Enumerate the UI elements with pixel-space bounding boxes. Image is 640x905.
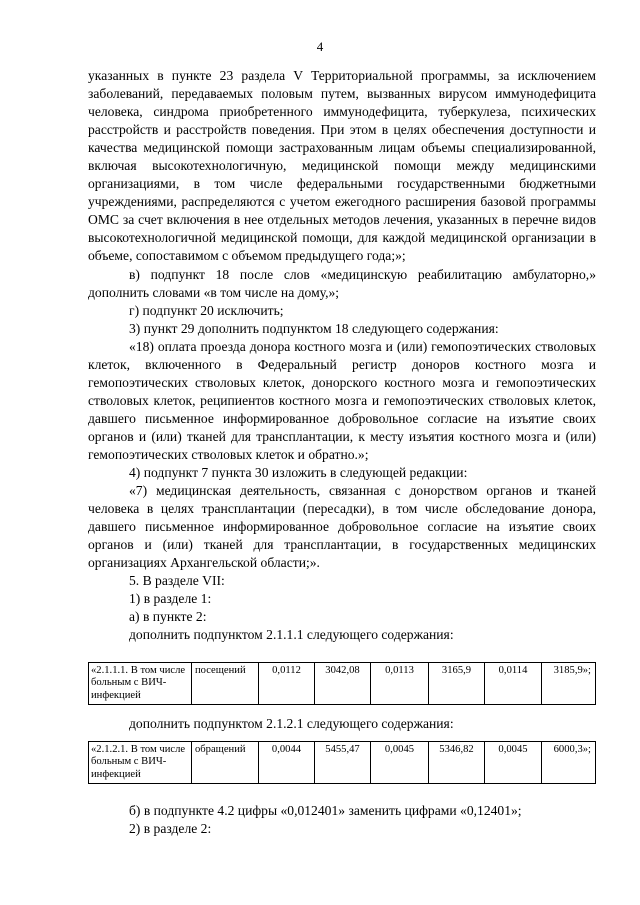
- paragraph: «18) оплата проезда донора костного мозга и (или) гемопоэтических стволовых клеток, включенного в Федеральный регистр доноров костного мозга и гемопоэтических стволовых клеток, донорского костного мозга и гемопоэтических стволовых клеток, реципиентов костного мозга и гемопоэтических стволовых клеток, давшего письменное информированное добровольное согласие на изъятие своих органов и (или) тканей для трансплантации, к месту изъятия костного мозга и (или) гемопоэтических стволовых клеток и обратно.»;: [88, 338, 596, 462]
- paragraph: а) в пункте 2:: [129, 609, 207, 625]
- unit-cell: обращений: [192, 742, 259, 784]
- paragraph: дополнить подпунктом 2.1.2.1 следующего содержания:: [129, 716, 454, 731]
- value-cell: 5455,47: [315, 742, 371, 784]
- paragraph: в) подпункт 18 после слов «медицинскую реабилитацию амбулаторно,» дополнить словами «в том числе на дому,»;: [88, 266, 596, 300]
- value-cell: 3165,9: [429, 663, 485, 705]
- value-cell: 0,0113: [371, 663, 429, 705]
- paragraph: 4) подпункт 7 пункта 30 изложить в следующей редакции:: [129, 465, 468, 481]
- paragraph: дополнить подпунктом 2.1.1.1 следующего содержания:: [129, 627, 454, 643]
- unit-cell: посещений: [192, 663, 259, 705]
- value-cell: 0,0045: [371, 742, 429, 784]
- page-number: 4: [316, 39, 324, 54]
- value-cell: 3042,08: [315, 663, 371, 705]
- value-cell: 0,0114: [485, 663, 542, 705]
- paragraph: б) в подпункте 4.2 цифры «0,012401» заменить цифрами «0,12401»;: [129, 803, 522, 818]
- document-body-continued: [88, 802, 596, 838]
- value-cell: 3185,9»;: [542, 663, 596, 705]
- value-cell: 0,0045: [485, 742, 542, 784]
- table-2-1-2-1: [88, 741, 596, 784]
- table-2-1-1-1: [88, 662, 596, 705]
- value-cell: 5346,82: [429, 742, 485, 784]
- document-body: [88, 67, 596, 645]
- paragraph: 3) пункт 29 дополнить подпунктом 18 следующего содержания:: [129, 320, 499, 336]
- value-cell: 0,0112: [259, 663, 315, 705]
- paragraph: 1) в разделе 1:: [129, 591, 212, 607]
- paragraph: г) подпункт 20 исключить;: [129, 302, 284, 318]
- paragraph: указанных в пункте 23 раздела V Территориальной программы, за исключением заболеваний, передаваемых половым путем, вызванных вирусом иммунодефицита человека, синдрома приобретенного иммунодефицита, туберкулеза, психических расстройств и расстройств поведения. При этом в целях обеспечения доступности и качества медицинской помощи застрахованным лицам объемы специализированной, включая высокотехнологичную, медицинской помощи между медицинскими организациями, в том числе федеральными государственными бюджетными учреждениями, распределяются с учетом ежегодного расширения базовой программы ОМС за счет включения в нее отдельных методов лечения, указанных в перечне видов высокотехнологичной медицинской помощи, для каждой медицинской организации в объеме, сопоставимом с объемом предыдущего года;»;: [88, 68, 596, 264]
- row-label: «2.1.2.1. В том числе больным с ВИЧ-инфекцией: [89, 742, 192, 784]
- paragraph: 5. В разделе VII:: [129, 573, 225, 589]
- value-cell: 6000,3»;: [542, 742, 596, 784]
- table-row: [89, 663, 596, 705]
- row-label: «2.1.1.1. В том числе больным с ВИЧ-инфекцией: [89, 663, 192, 705]
- paragraph: 2) в разделе 2:: [129, 821, 212, 836]
- table-row: [89, 742, 596, 784]
- paragraph: «7) медицинская деятельность, связанная с донорством органов и тканей человека в целях трансплантации (пересадки), в том числе обследование донора, давшего письменное информированное добровольное согласие на изъятие своих органов и (или) тканей для трансплантации, в государственных медицинских организациях Архангельской области;».: [88, 483, 596, 571]
- value-cell: 0,0044: [259, 742, 315, 784]
